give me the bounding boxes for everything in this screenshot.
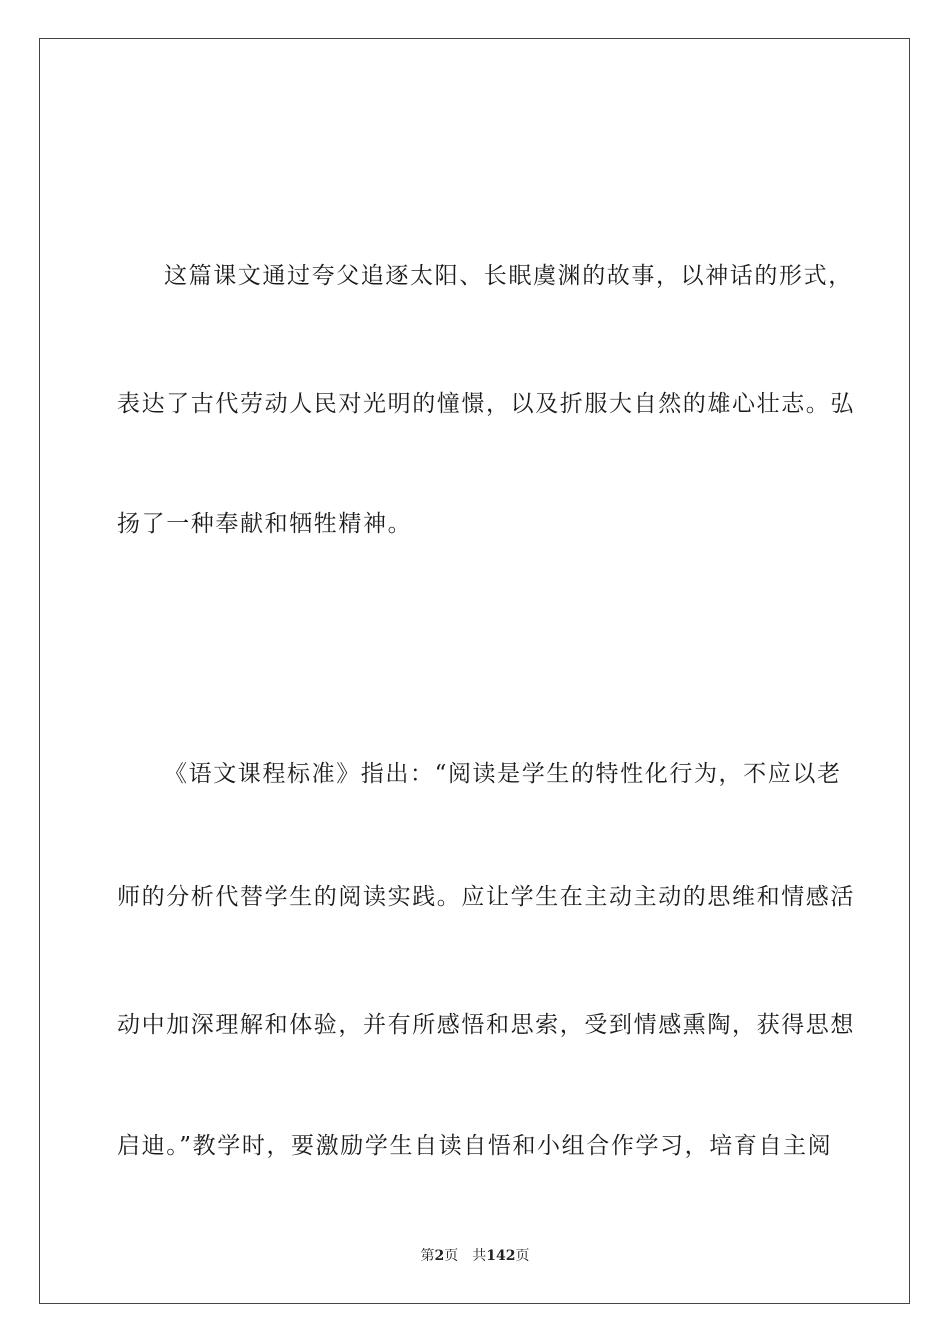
footer-page-prefix: 第 (420, 1248, 435, 1264)
footer-page-suffix: 页 (444, 1248, 459, 1264)
paragraph-2-line-1: 《语文课程标准》指出：“阅读是学生的特性化行为，不应以老 (164, 761, 842, 787)
paragraph-2-line-2: 师的分析代替学生的阅读实践。应让学生在主动主动的思维和情感活 (117, 884, 855, 910)
footer-total-number: 142 (486, 1248, 516, 1264)
page-border (39, 38, 910, 1304)
footer-page-number: 2 (434, 1248, 445, 1264)
paragraph-2-line-3: 动中加深理解和体验，并有所感悟和思索，受到情感熏陶，获得思想 (117, 1012, 855, 1038)
paragraph-2-line-4: 启迪。”教学时，要激励学生自读自悟和小组合作学习，培育自主阅 (117, 1133, 833, 1159)
paragraph-1-line-3: 扬了一种奉献和牺牲精神。 (117, 511, 413, 537)
footer-total-prefix: 共 (472, 1248, 487, 1264)
paragraph-1-line-1: 这篇课文通过夸父追逐太阳、长眠虞渊的故事，以神话的形式， (164, 263, 853, 289)
paragraph-1-line-2: 表达了古代劳动人民对光明的憧憬，以及折服大自然的雄心壮志。弘 (117, 391, 855, 417)
page-footer (0, 1246, 950, 1266)
footer-total-suffix: 页 (515, 1248, 530, 1264)
